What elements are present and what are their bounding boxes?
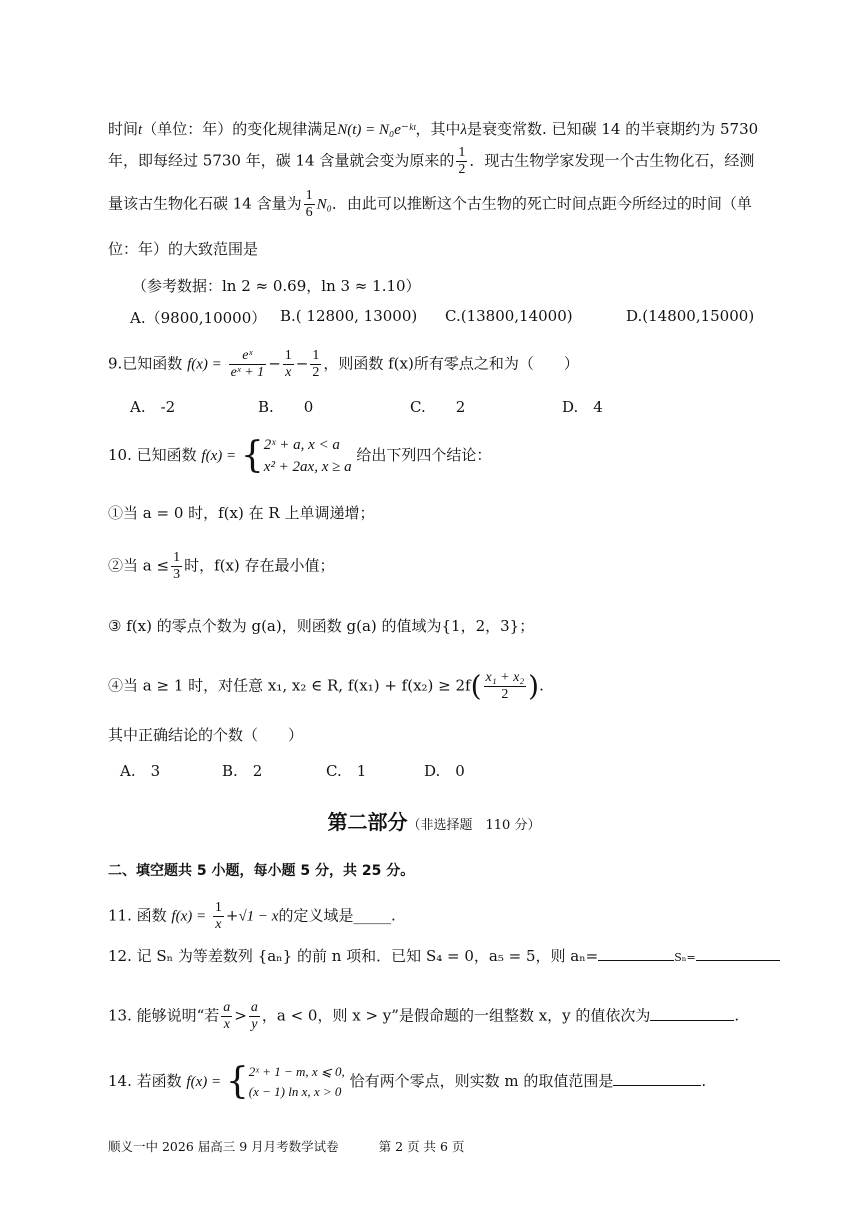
- frac-num: a: [250, 1000, 258, 1015]
- q8-reference-data: （参考数据：ln 2 ≈ 0.69，ln 3 ≈ 1.10）: [132, 277, 421, 295]
- q14-suffix: 恰有两个零点，则实数 m 的取值范围是: [349, 1072, 614, 1090]
- q9-minus: −: [268, 354, 281, 373]
- q12-blank-sn[interactable]: [696, 946, 780, 961]
- q10-fraction-mean: [484, 670, 527, 703]
- q9-fx: f(x) =: [187, 356, 222, 373]
- q14-cases: [249, 1062, 345, 1102]
- q10-fraction-third: [171, 550, 182, 583]
- q11-sqrt: √1 − x: [238, 908, 279, 925]
- footer-page-number: 第 2 页 共 6 页: [378, 1139, 465, 1154]
- q10-c2-text: ②当 a ≤: [108, 556, 170, 575]
- q9-fraction-exp: [229, 348, 267, 381]
- q8-option-c: C.(13800,14000): [445, 307, 573, 325]
- q10-fx: f(x) =: [201, 448, 237, 464]
- q8-line3: [108, 188, 752, 221]
- left-brace-icon: {: [240, 435, 264, 476]
- q8-fraction-sixth: [304, 188, 315, 221]
- q10-option-a: A. 3: [120, 762, 161, 780]
- part-two-heading: 第二部分: [327, 810, 408, 834]
- q9-minus: −: [295, 354, 309, 373]
- q8-text: 量该古生物化石碳 14 含量为: [108, 194, 302, 213]
- frac-den: y: [251, 1017, 258, 1032]
- part-two-title: [0, 806, 868, 835]
- frac-den: 3: [173, 567, 181, 582]
- q10-conclusion-3: ③ f(x) 的零点个数为 g(a)，则函数 g(a) 的值域为{1，2，3}；: [108, 617, 535, 635]
- q10-conclusion-4: [108, 670, 544, 703]
- q8-option-a: A.（9800,10000）: [130, 309, 267, 327]
- q11-suffix: 的定义域是_____.: [278, 906, 396, 925]
- q14-blank[interactable]: [613, 1071, 701, 1086]
- q9-option-c: C. 2: [410, 398, 466, 416]
- q9-stem: [108, 348, 579, 381]
- q13-blank[interactable]: [650, 1006, 734, 1021]
- frac-num: 1: [458, 145, 466, 160]
- q8-formula: N(t) = N₀e⁻ᵏᵗ: [337, 122, 416, 138]
- left-paren-icon: (: [470, 669, 482, 703]
- q13-stem: [108, 1000, 739, 1033]
- left-brace-icon: {: [225, 1061, 249, 1102]
- q10-stem: [108, 434, 491, 478]
- q10-case-2: x² + 2ax, x ≥ a: [263, 459, 352, 475]
- frac-den: x: [215, 917, 222, 932]
- q10-cases: [264, 434, 352, 478]
- q12-text: 12. 记 Sₙ 为等差数列 {aₙ} 的前 n 项和．已知 S₄ = 0，a₅ = 5，则 aₙ=: [108, 947, 599, 965]
- q8-option-b: B.( 12800, 13000): [280, 307, 418, 325]
- frac-den: eˣ + 1: [230, 365, 265, 380]
- q13-suffix: ，a < 0，则 x > y”是假命题的一组整数 x，y 的值依次为: [261, 1006, 651, 1025]
- q9-fraction-inv-x: [283, 348, 294, 381]
- frac-num: 1: [312, 348, 320, 363]
- frac-den: 2: [501, 687, 509, 702]
- q14-stem: [108, 1062, 706, 1102]
- q13-fraction-a-y: [249, 1000, 260, 1033]
- q10-question: 其中正确结论的个数（ ）: [108, 726, 304, 744]
- q14-case-2: (x − 1) ln x, x > 0: [248, 1084, 342, 1099]
- frac-den: x: [223, 1017, 230, 1032]
- q11-plus: +: [225, 906, 239, 925]
- q14-end: .: [701, 1072, 707, 1090]
- q13-gt: >: [234, 1006, 247, 1025]
- q8-line4: 位：年）的大致范围是: [108, 240, 259, 258]
- q11-stem: [108, 900, 396, 933]
- q11-prefix: 11. 函数: [108, 906, 167, 925]
- q8-text: ，其中: [415, 120, 461, 138]
- q10-prefix: 10. 已知函数: [108, 446, 197, 464]
- q8-option-d: D.(14800,15000): [626, 307, 755, 325]
- q9-option-d: D. 4: [562, 398, 603, 416]
- q12-sn-label: Sₙ=: [674, 951, 696, 964]
- q8-text: ．由此可以推断这个古生物的死亡时间点距今所经过的时间（单: [331, 194, 752, 213]
- q8-text: ．现古生物学家发现一个古生物化石，经测: [469, 151, 755, 170]
- frac-num: 1: [173, 550, 181, 565]
- frac-den: 2: [312, 365, 320, 380]
- section-fill-in-heading: 二、填空题共 5 小题，每小题 5 分，共 25 分。: [108, 863, 415, 879]
- q8-text: （单位：年）的变化规律满足: [142, 120, 338, 138]
- q8-lambda: λ: [460, 122, 468, 138]
- frac-num: eˣ: [229, 348, 267, 365]
- q14-prefix: 14. 若函数: [108, 1072, 182, 1090]
- q8-line1: [108, 119, 758, 140]
- q8-text: 年，即每经过 5730 年，碳 14 含量就会变为原来的: [108, 151, 455, 170]
- frac-num: 1: [214, 900, 222, 915]
- q9-suffix: ，则函数 f(x)所有零点之和为（ ）: [323, 354, 579, 373]
- q9-fraction-half: [310, 348, 321, 381]
- q10-conclusion-2: [108, 550, 335, 583]
- q8-text: 时间: [108, 120, 139, 138]
- q10-conclusion-1: ①当 a = 0 时，f(x) 在 R 上单调递增；: [108, 504, 375, 522]
- q10-option-b: B. 2: [222, 762, 263, 780]
- frac-den: x: [285, 365, 292, 380]
- right-paren-icon: ): [528, 669, 540, 703]
- q9-prefix: 9.已知函数: [108, 354, 183, 373]
- q8-fraction-half: [456, 145, 467, 178]
- q14-case-1: 2ˣ + 1 − m, x ⩽ 0,: [248, 1064, 345, 1079]
- q12-stem: [108, 946, 780, 968]
- q8-text: 是衰变常数. 已知碳 14 的半衰期约为 5730: [467, 120, 759, 138]
- frac-den: 2: [458, 162, 466, 177]
- q9-option-a: A. -2: [130, 398, 176, 416]
- frac-num: x₁ + x₂: [485, 670, 525, 685]
- q13-prefix: 13. 能够说明“若: [108, 1006, 220, 1025]
- q10-c2-text: 时，f(x) 存在最小值；: [184, 556, 335, 575]
- q8-var-t: t: [138, 122, 143, 138]
- q10-c4-text: ④当 a ≥ 1 时，对任意 x₁, x₂ ∈ R, f(x₁) + f(x₂) ≥ 2f: [108, 676, 471, 695]
- q10-case-1: 2ˣ + a, x < a: [263, 437, 340, 453]
- page-footer: [108, 1137, 464, 1155]
- q10-c4-end: .: [539, 676, 544, 695]
- q13-fraction-a-x: [221, 1000, 232, 1033]
- frac-den: 6: [305, 205, 313, 220]
- q12-blank-an[interactable]: [598, 946, 674, 961]
- part-two-note: （非选择题 110 分）: [407, 818, 541, 833]
- frac-num: 1: [305, 188, 313, 203]
- q10-option-d: D. 0: [424, 762, 465, 780]
- q8-line2: [108, 145, 754, 178]
- q14-fx: f(x) =: [186, 1074, 222, 1090]
- q13-end: .: [734, 1006, 740, 1025]
- q10-suffix: 给出下列四个结论：: [356, 446, 492, 464]
- q10-option-c: C. 1: [326, 762, 367, 780]
- q11-fraction-inv-x: [213, 900, 224, 933]
- q9-option-b: B. 0: [258, 398, 314, 416]
- q11-fx: f(x) =: [171, 908, 207, 925]
- q8-n0: N₀: [316, 196, 332, 213]
- frac-num: a: [223, 1000, 231, 1015]
- frac-num: 1: [284, 348, 292, 363]
- footer-exam-title: 顺义一中 2026 届高三 9 月月考数学试卷: [108, 1139, 339, 1154]
